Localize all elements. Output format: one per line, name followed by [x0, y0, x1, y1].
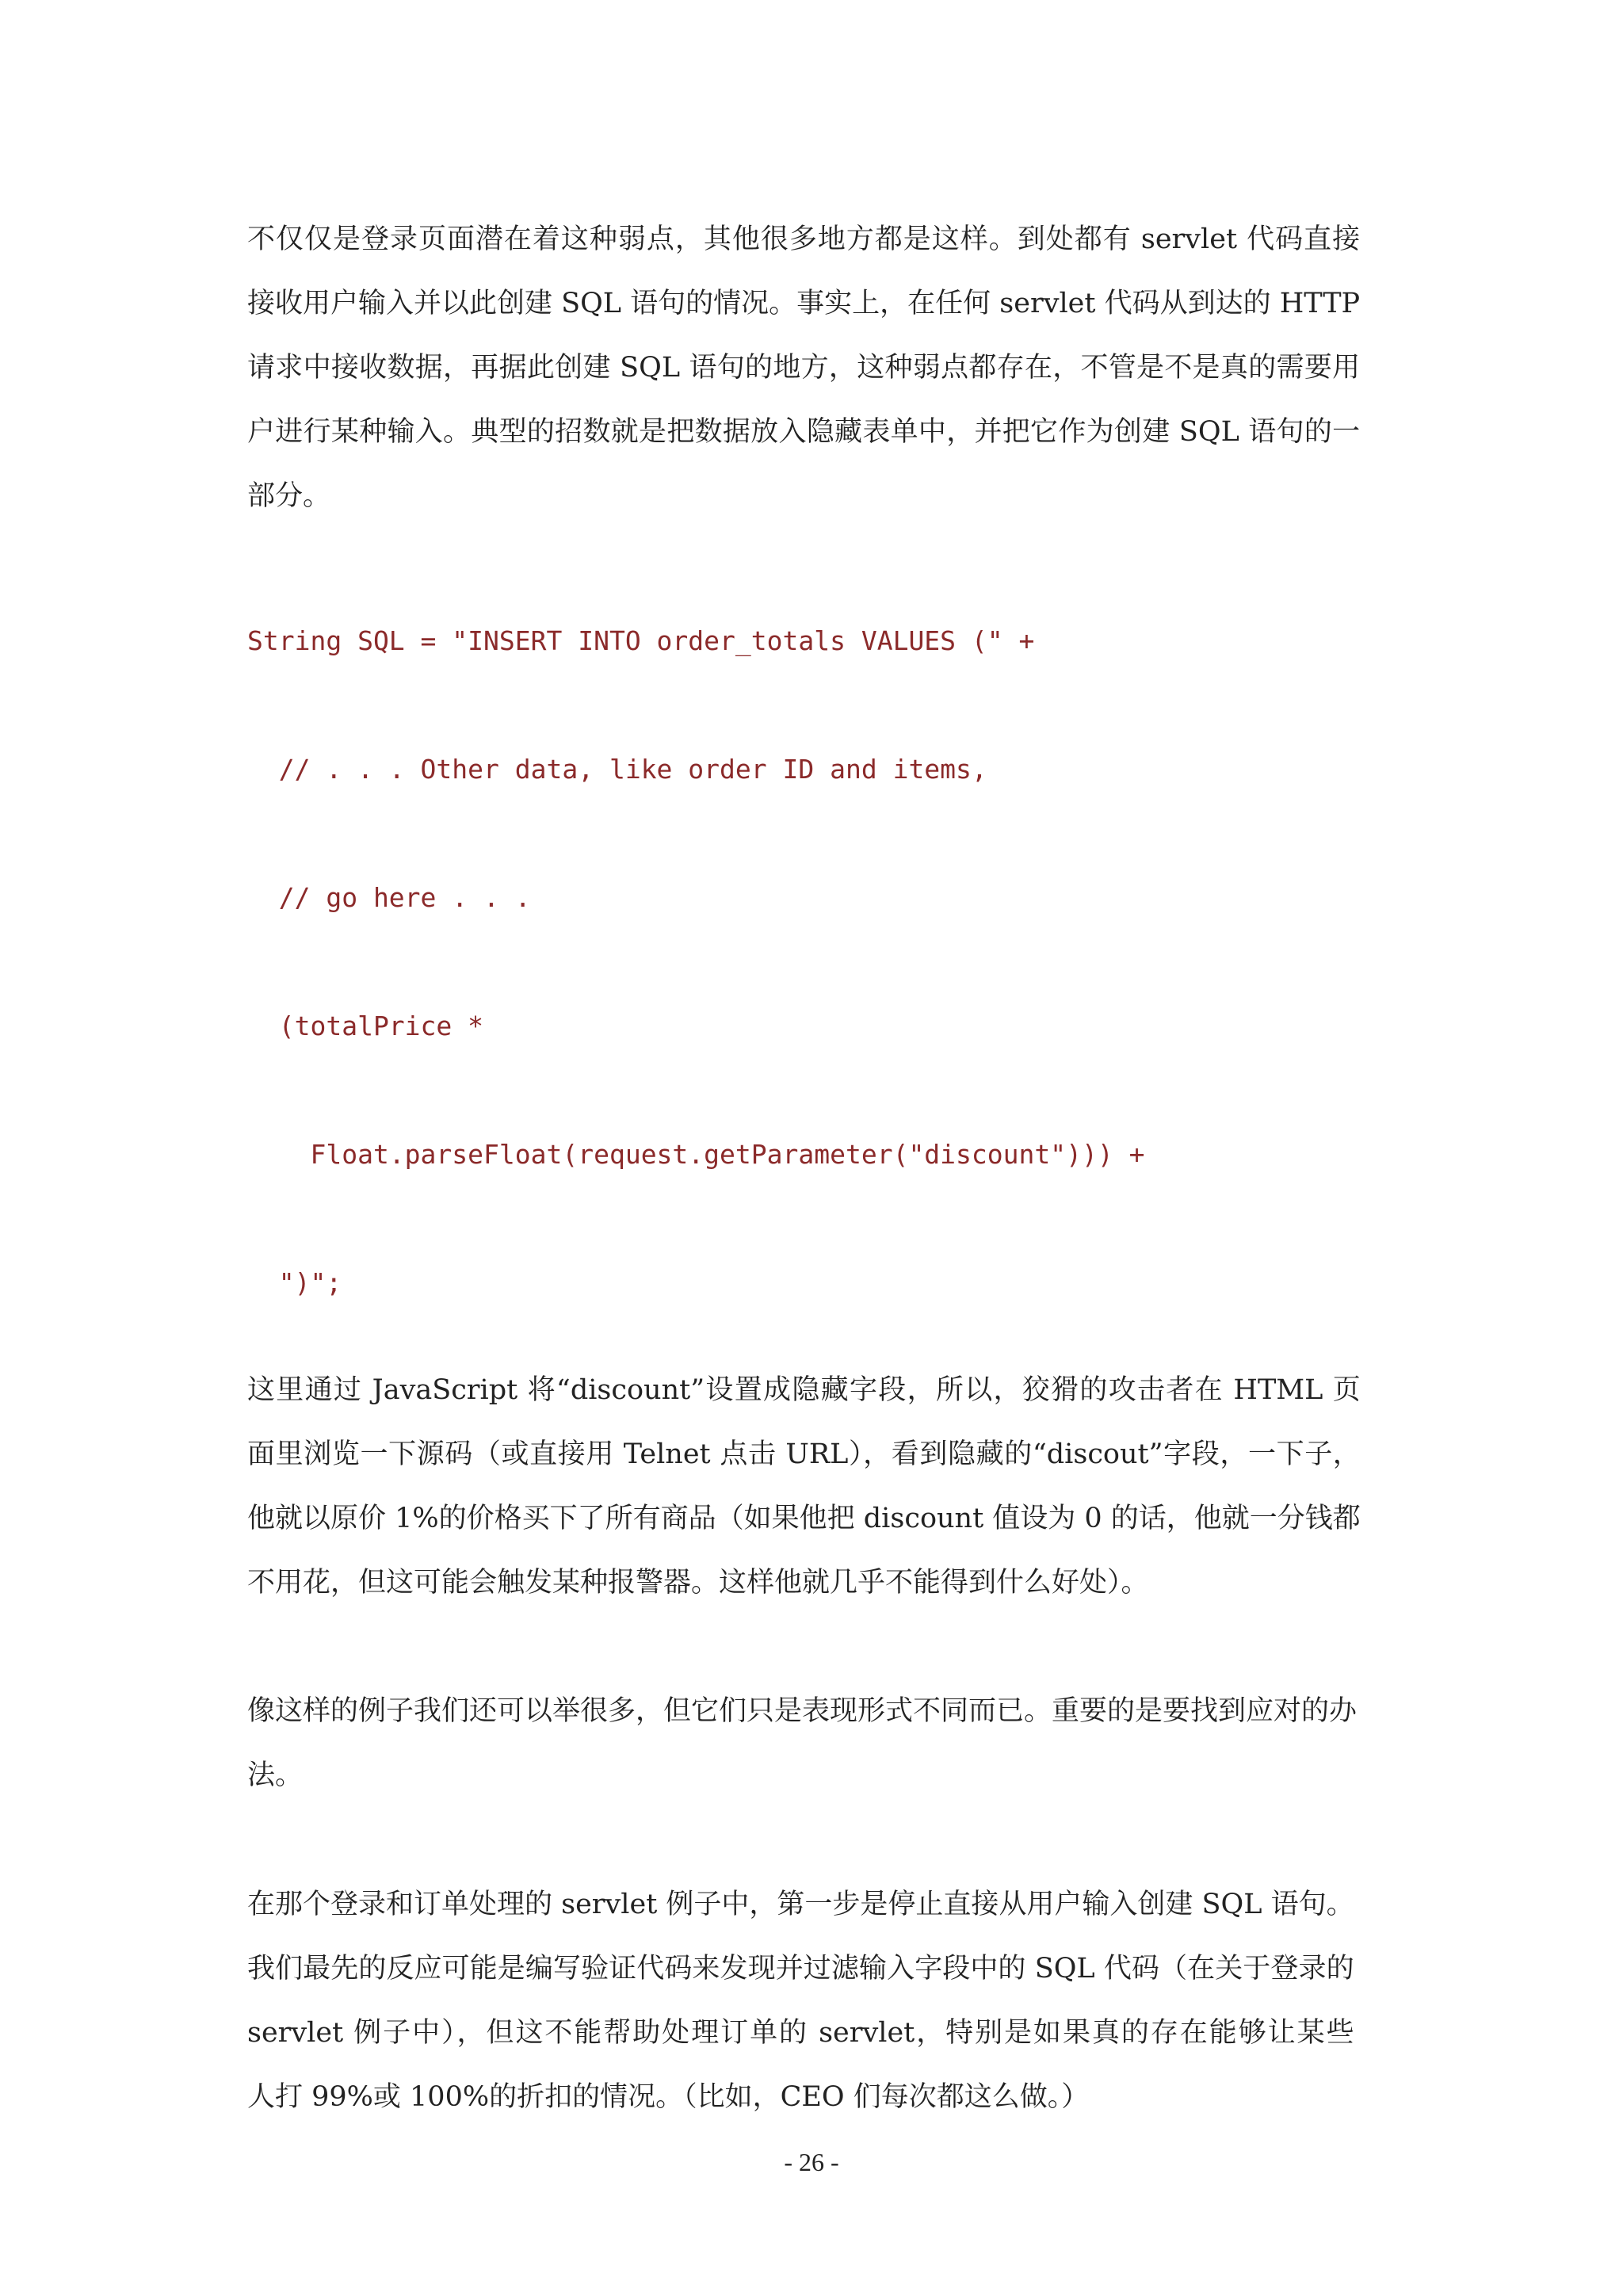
text-line: 面里浏览一下源码（或直接用 Telnet 点击 URL），看到隐藏的“discout”字段，一下子，	[247, 1438, 1361, 1470]
text-line: servlet 例子中），但这不能帮助处理订单的 servlet，特别是如果真的存在能够让某些	[247, 2017, 1354, 2049]
text-line: 像这样的例子我们还可以举很多，但它们只是表现形式不同而已。重要的是要找到应对的办	[247, 1695, 1358, 1727]
paragraph-more-examples	[247, 1679, 1357, 1808]
paragraph-discount-attack	[247, 1358, 1361, 1615]
code-line: // . . . Other data, like order ID and items,	[247, 754, 987, 785]
code-line: // go here . . .	[247, 882, 531, 913]
text-line: 不用花，但这可能会触发某种报警器。这样他就几乎不能得到什么好处）。	[247, 1567, 1149, 1599]
code-line: ")";	[247, 1267, 342, 1298]
code-line: (totalPrice *	[247, 1010, 484, 1041]
text-line: 部分。	[247, 480, 331, 512]
text-line: 在那个登录和订单处理的 servlet 例子中，第一步是停止直接从用户输入创建 SQL 语句。	[247, 1889, 1354, 1920]
code-line: String SQL = "INSERT INTO order_totals VALUES (" +	[247, 625, 1035, 656]
text-line: 户进行某种输入。典型的招数就是把数据放入隐藏表单中，并把它作为创建 SQL 语句的一	[247, 416, 1361, 448]
page-number: - 26 -	[784, 2148, 839, 2176]
text-line: 法。	[247, 1759, 304, 1791]
text-line: 接收用户输入并以此创建 SQL 语句的情况。事实上，在任何 servlet 代码从到达的 HTTP	[247, 288, 1361, 319]
text-line: 这里通过 JavaScript 将“discount”设置成隐藏字段，所以，狡猾的攻击者在 HTML 页	[247, 1374, 1361, 1406]
paragraph-vulnerability-intro	[247, 208, 1360, 529]
paragraph-servlet-fix	[247, 1873, 1354, 2130]
text-line: 他就以原价 1%的价格买下了所有商品（如果他把 discount 值设为 0 的话，他就一分钱都	[247, 1503, 1361, 1534]
text-line: 我们最先的反应可能是编写验证代码来发现并过滤输入字段中的 SQL 代码（在关于登录的	[247, 1953, 1354, 1985]
text-line: 请求中接收数据，再据此创建 SQL 语句的地方，这种弱点都存在，不管是不是真的需要用	[247, 352, 1361, 384]
code-line: Float.parseFloat(request.getParameter("discount"))) +	[247, 1139, 1145, 1170]
text-line: 不仅仅是登录页面潜在着这种弱点，其他很多地方都是这样。到处都有 servlet 代码直接	[247, 223, 1361, 255]
text-line: 人打 99%或 100%的折扣的情况。（比如，CEO 们每次都这么做。）	[247, 2081, 1090, 2113]
